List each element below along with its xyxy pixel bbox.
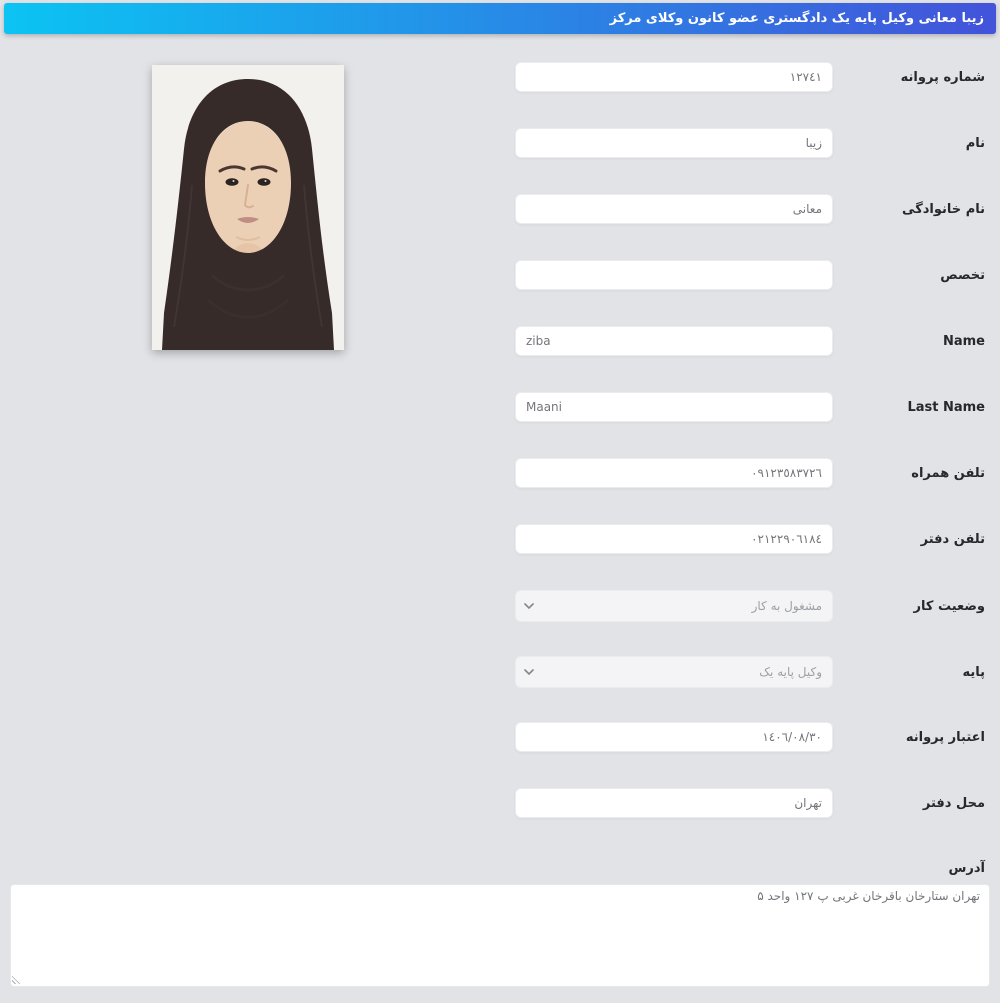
- profile-photo: [152, 65, 344, 350]
- last-name-en-label: Last Name: [907, 399, 985, 415]
- office-location-input[interactable]: [515, 788, 833, 818]
- grade-select[interactable]: [515, 656, 833, 688]
- mobile-phone-label: تلفن همراه: [911, 465, 985, 481]
- license-validity-input[interactable]: [515, 722, 833, 752]
- field-row-last-name-en: [0, 392, 985, 422]
- field-row-office-location: [0, 788, 985, 818]
- license-validity-label: اعتبار پروانه: [905, 729, 985, 745]
- work-status-select[interactable]: [515, 590, 833, 622]
- last-name-en-input[interactable]: [515, 392, 833, 422]
- grade-label: پایه: [962, 664, 985, 680]
- lawyer-profile-page: [0, 3, 1000, 1003]
- field-row-office-phone: [0, 524, 985, 554]
- address-textarea[interactable]: [10, 884, 990, 987]
- first-name-fa-label: نام: [965, 135, 985, 151]
- field-row-first-name-fa: [0, 128, 985, 158]
- field-row-last-name-fa: [0, 194, 985, 224]
- header-bar: [4, 3, 996, 34]
- first-name-en-input[interactable]: [515, 326, 833, 356]
- last-name-fa-label: نام خانوادگی: [902, 201, 985, 217]
- specialty-label: تخصص: [940, 267, 985, 283]
- license-number-label: شماره پروانه: [900, 69, 985, 85]
- profile-form: [0, 34, 1000, 987]
- license-number-input[interactable]: [515, 62, 833, 92]
- mobile-phone-input[interactable]: [515, 458, 833, 488]
- office-phone-input[interactable]: [515, 524, 833, 554]
- specialty-input[interactable]: [515, 260, 833, 290]
- field-row-specialty: [0, 260, 985, 290]
- work-status-label: وضعیت کار: [913, 598, 985, 614]
- field-row-mobile-phone: [0, 458, 985, 488]
- address-label: آدرس: [948, 861, 985, 876]
- office-location-label: محل دفتر: [922, 795, 985, 811]
- page-title: زیبا معانی وکیل پایه یک دادگستری عضو کانون وکلای مرکز: [609, 11, 984, 26]
- last-name-fa-input[interactable]: [515, 194, 833, 224]
- field-row-work-status: [0, 590, 985, 622]
- field-row-first-name-en: [0, 326, 985, 356]
- address-field-wrap: [10, 884, 990, 987]
- field-row-license-number: [0, 62, 985, 92]
- field-row-license-validity: [0, 722, 985, 752]
- field-row-grade: [0, 656, 985, 688]
- portrait-illustration: [152, 65, 344, 350]
- office-phone-label: تلفن دفتر: [920, 531, 985, 547]
- first-name-fa-input[interactable]: [515, 128, 833, 158]
- first-name-en-label: Name: [942, 333, 985, 349]
